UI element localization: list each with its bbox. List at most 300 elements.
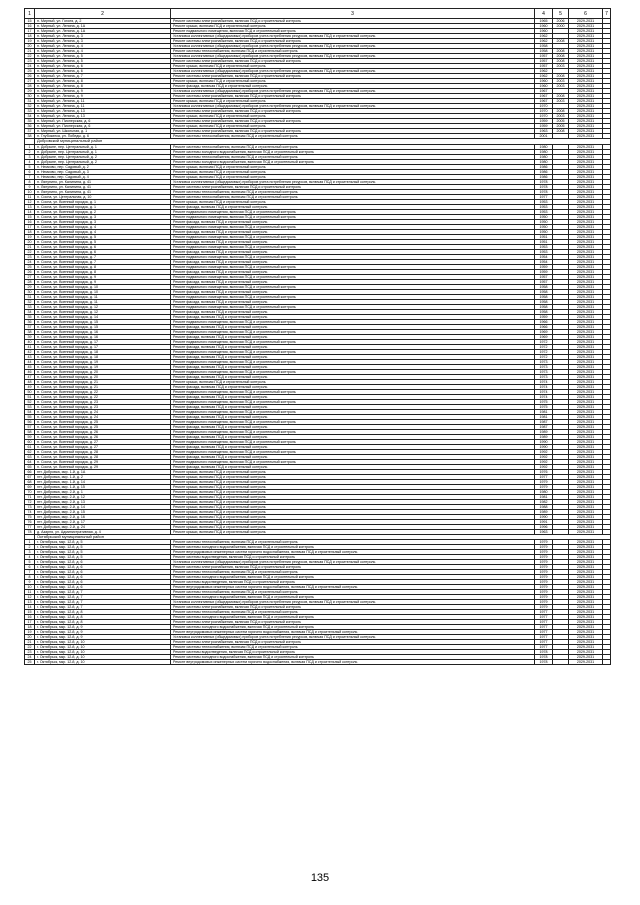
period-cell: 2029-2031 [569,239,603,244]
work-type-cell: Ремонт фасада, включая ПСД и строительный контроль [171,414,535,419]
last-repair-year-cell: 2005 [553,119,569,124]
work-type-cell: Ремонт системы водоотведения, включая ПСД и строительный контроль [171,650,535,655]
row-number: 7 [25,570,35,575]
build-year-cell: 1959 [535,314,553,319]
row-number: 17 [25,620,35,625]
work-type-cell: Ремонт внутридомовых инженерных систем горячего водоснабжения, включая ПСД и строительный контроль [171,660,535,665]
build-year-cell: 1977 [535,620,553,625]
build-year-cell: 1977 [535,640,553,645]
work-type-cell: Ремонт фасада, включая ПСД и строительный контроль [171,249,535,254]
period-cell: 2029-2031 [569,229,603,234]
build-year-cell: 1962 [535,39,553,44]
period-cell: 2029-2031 [569,379,603,384]
row-number: 23 [25,59,35,64]
build-year-cell: 1958 [535,299,553,304]
period-cell: 2029-2031 [569,309,603,314]
period-cell: 2029-2031 [569,304,603,309]
period-cell: 2029-2031 [569,334,603,339]
address-cell: г. Октябрьск, мкр. 12-й, д. 6 [35,585,171,590]
build-year-cell: 1978 [535,184,553,189]
address-cell: п. Добрыне, пер. Центральный, д. 1 [35,149,171,154]
row-number: 22 [25,54,35,59]
work-type-cell: Установка коллективных (общедомовых) приборов учета потребления ресурсов, включая ПСД и строительный контроль [171,635,535,640]
address-cell: п. Мирный, ул. Ленина, д. 8 [35,84,171,89]
row-number: 36 [25,124,35,129]
last-repair-year-cell: 2003 [553,64,569,69]
address-cell: г. Октябрьск, мкр. 12-й, д. 7 [35,605,171,610]
build-year-cell: 1960 [535,79,553,84]
period-cell: 2029-2031 [569,650,603,655]
row-number: 20 [25,635,35,640]
period-cell: 2029-2031 [569,389,603,394]
row-number: 4 [25,555,35,560]
work-type-cell: Ремонт фасада, включая ПСД и строительный контроль [171,314,535,319]
work-type-cell: Ремонт крыши, включая ПСД и строительный контроль [171,379,535,384]
build-year-cell: 1972 [535,354,553,359]
period-cell: 2029-2031 [569,39,603,44]
address-cell: г. Октябрьск, мкр. 12-й, д. 10 [35,645,171,650]
row-number: 39 [25,334,35,339]
row-number: 47 [25,374,35,379]
period-cell: 2029-2031 [569,174,603,179]
period-cell: 2029-2031 [569,194,603,199]
period-cell: 2029-2031 [569,595,603,600]
build-year-cell: 1990 [535,514,553,519]
build-year-cell: 1978 [535,655,553,660]
row-number: 15 [25,19,35,24]
work-type-cell: Ремонт крыши, включая ПСД и строительный контроль [171,484,535,489]
period-cell: 2029-2031 [569,169,603,174]
period-cell: 2029-2031 [569,284,603,289]
period-cell: 2029-2031 [569,179,603,184]
build-year-cell: 1978 [535,179,553,184]
address-cell: п. Сосна, ул. Военный городок, д. 28 [35,454,171,459]
row-number: 32 [25,104,35,109]
row-number: 36 [25,319,35,324]
period-cell: 2029-2031 [569,419,603,424]
row-number: 49 [25,384,35,389]
row-number: 16 [25,615,35,620]
address-cell: п. Сосна, ул. Военный городок, д. 12 [35,304,171,309]
work-type-cell: Ремонт крыши, включая ПСД и строительный контроль [171,114,535,119]
work-type-cell: Ремонт системы холодного водоснабжения, включая ПСД и строительный контроль [171,545,535,550]
work-type-cell: Установка коллективных (общедомовых) приборов учета потребления ресурсов, включая ПСД и строительный контроль [171,44,535,49]
work-type-cell: Ремонт фасада, включая ПСД и строительный контроль [171,309,535,314]
last-repair-year-cell: 2008 [553,59,569,64]
work-type-cell: Установка коллективных (общедомовых) приборов учета потребления ресурсов, включая ПСД и строительный контроль [171,179,535,184]
row-number: 9 [25,580,35,585]
build-year-cell: 1980 [535,159,553,164]
row-number: 38 [25,134,35,139]
build-year-cell: 1990 [535,444,553,449]
address-cell: п. Мирный, ул. Ленина, д. 11 [35,104,171,109]
row-number: 45 [25,364,35,369]
address-cell: п. Сосна, ул. Центральная, д. 10 [35,194,171,199]
address-cell: п. Сосна, ул. Военный городок, д. 4 [35,224,171,229]
build-year-cell: 1959 [535,269,553,274]
period-cell: 2029-2031 [569,224,603,229]
work-type-cell: Ремонт фасада, включая ПСД и строительный контроль [171,444,535,449]
period-cell: 2029-2031 [569,464,603,469]
work-type-cell: Ремонт подвального помещения, включая ПСД и строительный контроль [171,264,535,269]
row-number: 2 [25,149,35,154]
period-cell: 2029-2031 [569,204,603,209]
row-number: 29 [25,284,35,289]
build-year-cell: 1979 [535,605,553,610]
period-cell: 2029-2031 [569,99,603,104]
period-cell: 2029-2031 [569,59,603,64]
period-cell: 2029-2031 [569,605,603,610]
row-number: 10 [25,189,35,194]
build-year-cell: 1980 [535,154,553,159]
address-cell: п. Мирный, ул. Ленина, д. 5 [35,54,171,59]
row-number: 63 [25,454,35,459]
row-number: 66 [25,469,35,474]
work-type-cell: Ремонт фасада, включая ПСД и строительный контроль [171,334,535,339]
period-cell: 2029-2031 [569,69,603,74]
period-cell: 2029-2031 [569,540,603,545]
work-type-cell: Ремонт крыши, включая ПСД и строительный контроль [171,474,535,479]
period-cell: 2029-2031 [569,494,603,499]
build-year-cell: 1979 [535,570,553,575]
work-type-cell: Ремонт подвального помещения, включая ПСД и строительный контроль [171,339,535,344]
work-type-cell: Ремонт подвального помещения, включая ПСД и строительный контроль [171,319,535,324]
work-type-cell: Установка коллективных (общедомовых) приборов учета потребления ресурсов, включая ПСД и строительный контроль [171,89,535,94]
period-cell: 2029-2031 [569,344,603,349]
work-type-cell: Ремонт подвального помещения, включая ПСД и строительный контроль [171,214,535,219]
work-type-cell: Ремонт подвального помещения, включая ПСД и строительный контроль [171,274,535,279]
period-cell: 2029-2031 [569,610,603,615]
row-number: 55 [25,414,35,419]
period-cell: 2029-2031 [569,89,603,94]
build-year-cell: 1977 [535,610,553,615]
address-cell: г. Октябрьск, мкр. 12-й, д. 8 [35,615,171,620]
work-type-cell: Ремонт фасада, включая ПСД и строительный контроль [171,219,535,224]
row-number: 44 [25,359,35,364]
period-cell: 2029-2031 [569,234,603,239]
build-year-cell: 1978 [535,189,553,194]
row-number: 12 [25,199,35,204]
work-type-cell: Ремонт внутридомовых инженерных систем горячего водоснабжения, включая ПСД и строительный контроль [171,630,535,635]
period-cell: 2029-2031 [569,124,603,129]
period-cell: 2029-2031 [569,524,603,529]
period-cell: 2029-2031 [569,274,603,279]
row-number: 6 [25,169,35,174]
address-cell: п. Сосна, ул. Военный городок, д. 21 [35,384,171,389]
address-cell: п. Сосна, ул. Военный городок, д. 19 [35,359,171,364]
row-number: 24 [25,655,35,660]
build-year-cell: 1960 [535,84,553,89]
row-number: 17 [25,29,35,34]
period-cell: 2029-2031 [569,620,603,625]
work-type-cell: Ремонт системы холодного водоснабжения, включая ПСД и строительный контроль [171,575,535,580]
build-year-cell: 1982 [535,499,553,504]
period-cell: 2029-2031 [569,550,603,555]
row-number: 19 [25,39,35,44]
build-year-cell: 1958 [535,309,553,314]
last-repair-year-cell: 2008 [553,109,569,114]
address-cell: п. Сосна, ул. Военный городок, д. 22 [35,394,171,399]
period-cell: 2029-2031 [569,74,603,79]
build-year-cell: 1986 [535,164,553,169]
work-type-cell: Ремонт фасада, включая ПСД и строительный контроль [171,204,535,209]
last-repair-year-cell: 2005 [553,124,569,129]
address-cell: п. Сосна, ул. Военный городок, д. 19 [35,364,171,369]
table-body [25,9,611,665]
build-year-cell: 1979 [535,484,553,489]
work-type-cell: Установка коллективных (общедомовых) приборов учета потребления ресурсов, включая ПСД и строительный контроль [171,69,535,74]
last-repair-year-cell [553,660,569,665]
period-cell: 2029-2031 [569,299,603,304]
period-cell: 2029-2031 [569,79,603,84]
work-type-cell: Ремонт системы теплоснабжения, включая ПСД и строительный контроль [171,189,535,194]
row-number: 13 [25,600,35,605]
work-type-cell: Ремонт фасада, включая ПСД и строительный контроль [171,404,535,409]
period-cell: 2029-2031 [569,144,603,149]
build-year-cell: 1992 [535,464,553,469]
period-cell: 2029-2031 [569,189,603,194]
address-cell: г. Октябрьск, мкр. 12-й, д. 10 [35,640,171,645]
work-type-cell: Ремонт подвального помещения, включая ПСД и строительный контроль [171,389,535,394]
row-number: 27 [25,79,35,84]
build-year-cell: 1970 [535,104,553,109]
work-type-cell: Ремонт системы электроснабжения, включая ПСД и строительный контроль [171,119,535,124]
period-cell: 2029-2031 [569,514,603,519]
address-cell: п. Сосна, ул. Военный городок, д. 17 [35,339,171,344]
build-year-cell: 1962 [535,69,553,74]
build-year-cell: 1979 [535,550,553,555]
build-year-cell: 1992 [535,454,553,459]
period-cell: 2029-2031 [569,269,603,274]
build-year-cell: 1977 [535,474,553,479]
period-cell: 2029-2031 [569,479,603,484]
work-type-cell: Ремонт системы холодного водоснабжения, включая ПСД и строительный контроль [171,149,535,154]
period-cell: 2029-2031 [569,104,603,109]
last-repair-year-cell: 2008 [553,94,569,99]
build-year-cell: 1973 [535,364,553,369]
address-cell: п. Мирный, ул. Ленина, д. 11 [35,99,171,104]
work-type-cell: Ремонт фасада, включая ПСД и строительный контроль [171,424,535,429]
row-number: 51 [25,394,35,399]
build-year-cell: 1969 [535,329,553,334]
period-cell: 2029-2031 [569,439,603,444]
period-cell: 2029-2031 [569,424,603,429]
row-number: 65 [25,464,35,469]
work-type-cell: Ремонт подвального помещения, включая ПСД и строительный контроль [171,459,535,464]
address-cell: п. Сосна, ул. Военный городок, д. 8 [35,264,171,269]
work-type-cell: Ремонт системы электроснабжения, включая ПСД и строительный контроль [171,565,535,570]
build-year-cell: 1972 [535,349,553,354]
build-year-cell: 1986 [535,174,553,179]
address-cell: п. Сосна, ул. Военный городок, д. 5 [35,239,171,244]
work-type-cell: Ремонт фасада, включая ПСД и строительный контроль [171,464,535,469]
row-number: 21 [25,640,35,645]
build-year-cell: 1991 [535,519,553,524]
row-number: 24 [25,64,35,69]
period-cell: 2029-2031 [569,489,603,494]
build-year-cell: 1963 [535,129,553,134]
work-type-cell: Ремонт фасада, включая ПСД и строительный контроль [171,354,535,359]
build-year-cell: 1951 [535,239,553,244]
build-year-cell: 1980 [535,149,553,154]
work-type-cell: Установка коллективных (общедомовых) приборов учета потребления ресурсов, включая ПСД и строительный контроль [171,560,535,565]
row-number: 20 [25,239,35,244]
address-cell: п. Добрыне, пер. Центральный, д. 1 [35,144,171,149]
build-year-cell: 1957 [535,64,553,69]
build-year-cell: 1977 [535,615,553,620]
address-cell: п. Ляпунино, ул. Калинина, д. 41 [35,179,171,184]
work-type-cell: Ремонт подвального помещения, включая ПСД и строительный контроль [171,429,535,434]
row-number: 61 [25,444,35,449]
period-cell: 2029-2031 [569,209,603,214]
period-cell: 2029-2031 [569,84,603,89]
row-number: 16 [25,219,35,224]
address-cell: п. Мирный, ул. Ленина, д. 5 [35,59,171,64]
address-cell: п. Сосна, ул. Военный городок, д. 17 [35,344,171,349]
last-repair-year-cell: 2008 [553,74,569,79]
build-year-cell: 2001 [535,134,553,139]
period-cell: 2029-2031 [569,134,603,139]
build-year-cell: 1977 [535,635,553,640]
period-cell: 2029-2031 [569,364,603,369]
row-number: 23 [25,254,35,259]
period-cell: 2029-2031 [569,354,603,359]
row-number: 18 [25,625,35,630]
row-number: 19 [25,630,35,635]
build-year-cell: 1979 [535,600,553,605]
period-cell: 2029-2031 [569,319,603,324]
row-number: 6 [25,565,35,570]
address-cell: п. Мирный, ул. Ленина, д. 4 [35,49,171,54]
build-year-cell: 1992 [535,449,553,454]
work-type-cell: Ремонт системы теплоснабжения, включая ПСД и строительный контроль [171,590,535,595]
work-type-cell: Ремонт системы водоотведения, включая ПСД и строительный контроль [171,580,535,585]
period-cell: 2029-2031 [569,615,603,620]
build-year-cell: 1988 [535,504,553,509]
period-cell: 2029-2031 [569,114,603,119]
build-year-cell: 1960 [535,29,553,34]
last-repair-year-cell: 2003 [553,99,569,104]
period-cell: 2029-2031 [569,655,603,660]
period-cell: 2029-2031 [569,585,603,590]
address-cell: п. Мирный, ул. Ленина, д. 9 [35,89,171,94]
address-cell: п. Мирный, ул. Ленина, д. 9 [35,94,171,99]
row-number: 59 [25,434,35,439]
build-year-cell: 1958 [535,284,553,289]
work-type-cell: Ремонт подвального помещения, включая ПСД и строительный контроль [171,284,535,289]
build-year-cell: 1957 [535,59,553,64]
row-number: 19 [25,234,35,239]
work-type-cell: Ремонт системы водоотведения, включая ПСД и строительный контроль [171,555,535,560]
build-year-cell: 1996 [535,524,553,529]
address-cell: г. Октябрьск, мкр. 12-й, д. 6 [35,580,171,585]
period-cell: 2029-2031 [569,625,603,630]
row-number: 57 [25,424,35,429]
address-cell: п. Сосна, ул. Военный городок, д. 27 [35,439,171,444]
build-year-cell: 1987 [535,424,553,429]
period-cell: 2029-2031 [569,545,603,550]
work-type-cell: Ремонт системы электроснабжения, включая ПСД и строительный контроль [171,184,535,189]
address-cell: п. Добрыне, пер. Центральный, д. 2 [35,159,171,164]
work-type-cell: Ремонт фасада, включая ПСД и строительный контроль [171,374,535,379]
address-cell: п. Мирный, ул. Пионерская, д. 6 [35,119,171,124]
row-number: 29 [25,89,35,94]
address-cell: г. Октябрьск, мкр. 12-й, д. 5 [35,540,171,545]
build-year-cell: 1954 [535,259,553,264]
period-cell: 2029-2031 [569,219,603,224]
build-year-cell: 1950 [535,219,553,224]
period-cell: 2029-2031 [569,474,603,479]
row-number: 28 [25,84,35,89]
work-type-cell: Ремонт фасада, включая ПСД и строительный контроль [171,259,535,264]
address-cell: п. Сосна, ул. Военный городок, д. 15 [35,324,171,329]
row-number: 77 [25,524,35,529]
work-type-cell: Ремонт системы теплоснабжения, включая ПСД и строительный контроль [171,540,535,545]
last-repair-year-cell: 2006 [553,19,569,24]
period-cell: 2029-2031 [569,294,603,299]
row-number: 56 [25,419,35,424]
build-year-cell: 1965 [535,19,553,24]
address-cell: п. Сосна, ул. Военный городок, д. 6 [35,249,171,254]
build-year-cell: 1976 [535,469,553,474]
row-number: 42 [25,349,35,354]
work-type-cell: Ремонт крыши, включая ПСД и строительный контроль [171,164,535,169]
work-type-cell: Ремонт крыши, включая ПСД и строительный контроль [171,99,535,104]
row-number: 52 [25,399,35,404]
build-year-cell: 1977 [535,194,553,199]
work-type-cell: Ремонт фасада, включая ПСД и строительный контроль [171,279,535,284]
work-type-cell: Ремонт крыши, включая ПСД и строительный контроль [171,169,535,174]
address-cell: пгт. Добровка, мкр. 2-й, д. 1 [35,489,171,494]
address-cell: п. Мирный, ул. Ленина, д. 6 [35,69,171,74]
period-cell: 2029-2031 [569,660,603,665]
build-year-cell: 1972 [535,344,553,349]
build-year-cell: 1992 [535,459,553,464]
period-cell: 2029-2031 [569,374,603,379]
work-type-cell: Ремонт крыши, включая ПСД и строительный контроль [171,494,535,499]
work-type-cell: Ремонт фасада, включая ПСД и строительный контроль [171,229,535,234]
address-cell: п. Сосна, ул. Военный городок, д. 21 [35,379,171,384]
last-repair-year-cell: 2008 [553,54,569,59]
row-number: 10 [25,585,35,590]
work-type-cell: Ремонт подвального помещения, включая ПСД и строительный контроль [171,439,535,444]
row-number: 18 [25,229,35,234]
build-year-cell: 1957 [535,274,553,279]
district-name: Октябрьский муниципальный район [35,534,611,540]
build-year-cell: 1977 [535,630,553,635]
row-number: 24 [25,259,35,264]
build-year-cell: 1973 [535,374,553,379]
build-year-cell: 1963 [535,529,553,534]
work-type-cell: Ремонт системы теплоснабжения, включая ПСД и строительный контроль [171,154,535,159]
work-type-cell: Ремонт системы теплоснабжения, включая ПСД и строительный контроль [171,49,535,54]
address-cell: пгт. Добровка, мкр. 1-й, д. 14 [35,479,171,484]
address-cell: г. Октябрьск, мкр. 12-й, д. 5 [35,555,171,560]
row-number: 67 [25,474,35,479]
build-year-cell: 1953 [535,249,553,254]
work-type-cell: Установка коллективных (общедомовых) приборов учета потребления ресурсов, включая ПСД и строительный контроль [171,600,535,605]
period-cell: 2029-2031 [569,199,603,204]
period-cell: 2029-2031 [569,314,603,319]
address-cell: п. Сосна, ул. Военный городок, д. 26 [35,434,171,439]
work-type-cell: Ремонт подвального помещения, включая ПСД и строительный контроль [171,254,535,259]
row-number: 8 [25,179,35,184]
address-cell: п. Сосна, ул. Военный городок, д. 5 [35,234,171,239]
address-cell: п. Сосна, ул. Военный городок, д. 15 [35,319,171,324]
build-year-cell: 1967 [535,99,553,104]
row-number: 26 [25,74,35,79]
address-cell: п. Мирный, ул. Ленина, д. 13 [35,114,171,119]
